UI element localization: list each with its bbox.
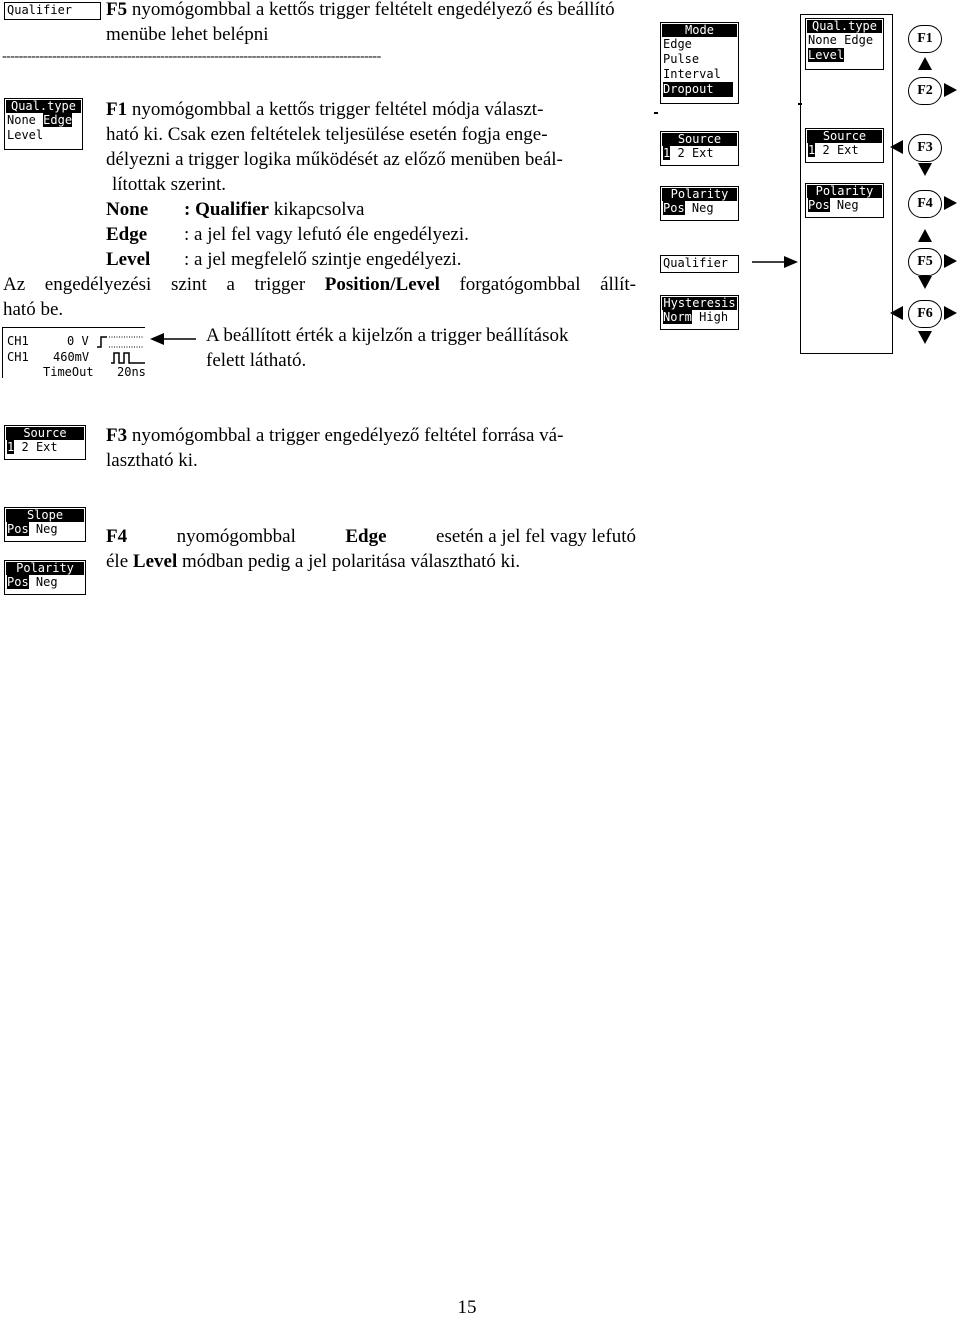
mode-header: Mode [662,24,737,37]
f3-source-1: 1 [7,440,15,454]
setting-c: forgatógombbal állít- [439,274,636,295]
f3-line1-text: nyomógombbal a trigger engedélyező feltétel forrása vá- [131,425,564,446]
right-qualtype-edge: Edge [844,33,874,47]
up-arrow-icon [918,57,932,70]
qualtype-lcd [4,98,83,150]
right-triangle-icon [944,196,957,210]
f5-description [106,0,646,47]
f4-line2-c: módban pedig a jel polaritása választható ki. [177,551,521,572]
right-qualtype-header: Qual.type [807,20,882,33]
f4-line1-a: nyomógombbal [176,526,296,547]
right-qualtype-none: None [808,33,837,47]
left-polarity-lcd [660,186,739,221]
f1-line4: lítottak szerint. [112,174,226,195]
setting-line2: ható be. [3,299,64,320]
f6-button[interactable]: F6 [908,300,942,328]
slope-header: Slope [6,509,84,522]
left-polarity-pos: Pos [663,201,685,215]
f4-line1 [106,524,636,549]
none-bold: Qualifier [195,199,269,220]
setting-paragraph [3,272,636,322]
right-triangle-icon [944,306,957,320]
f4-paragraph [106,524,636,574]
slope-pos: Pos [7,522,29,536]
slope-lcd [4,507,86,542]
right-polarity-neg: Neg [836,198,859,212]
pulse-waveform-icon [97,335,145,349]
right-source-lcd [805,128,884,163]
f4-polarity-neg: Neg [35,575,58,589]
status-ch1-b: CH1 [7,350,29,364]
hysteresis-lcd [660,295,739,330]
qualtype-level: Level [7,128,44,142]
none-definition [106,197,636,222]
f1-line1 [106,97,636,122]
left-source-1: 1 [663,146,671,160]
right-triangle-icon [944,83,957,97]
level-text: : a jel megfelelő szintje engedélyezi. [184,249,462,270]
down-arrow-icon [918,163,932,176]
f3-line1 [106,423,636,448]
level-label: Level [106,249,151,270]
square-wave-icon [111,351,147,365]
edge-label: Edge [106,224,148,245]
right-arrow-icon [752,254,798,270]
left-source-2: 2 [677,146,685,160]
f3-source-ext: Ext [35,440,58,454]
page-number: 15 [457,1297,477,1318]
left-triangle-icon [890,140,903,154]
setting-line1 [3,272,636,297]
qualifier-lcd [4,2,101,20]
left-source-lcd [660,131,739,166]
none-sep: : [184,199,196,220]
f3-button[interactable]: F3 [908,134,942,162]
f1-paragraph [106,97,636,272]
left-polarity-header: Polarity [662,188,737,201]
none-label: None [106,199,149,220]
qualtype-header: Qual.type [6,100,81,113]
f4-button[interactable]: F4 [908,190,942,218]
up-arrow-icon [918,229,932,242]
status-lcd [2,327,145,378]
mode-edge: Edge [663,37,692,51]
right-polarity-lcd [805,183,884,218]
f2-button[interactable]: F2 [908,77,942,105]
f3-key: F3 [106,425,128,446]
f4-line2 [106,549,636,574]
edge-definition [106,222,636,247]
right-triangle-icon [944,254,957,268]
mode-interval: Interval [663,67,721,81]
left-triangle-icon [890,306,903,320]
status-val-b: 460mV [53,350,90,364]
f4-polarity-header: Polarity [6,562,84,575]
f4-line1-c: esetén a jel fel vagy lefutó [436,526,636,547]
mode-lcd [660,22,739,104]
left-source-header: Source [662,133,737,146]
right-qualtype-lcd [805,18,884,70]
f5-button[interactable]: F5 [908,248,942,276]
down-arrow-icon [918,331,932,344]
hysteresis-norm: Norm [663,310,692,324]
right-source-1: 1 [808,143,816,157]
status-ch1-a: CH1 [7,334,29,348]
status-timeout: TimeOut [43,365,94,379]
f3-source-lcd [4,425,86,460]
level-definition [106,247,636,272]
qualifier-menu-lcd [660,255,739,273]
status-caption-line1: A beállított érték a kijelzőn a trigger beállítások [206,325,569,346]
slope-neg: Neg [35,522,58,536]
hysteresis-header: Hysteresis [663,296,736,310]
status-time: 20ns [117,365,146,379]
f5-key: F5 [106,0,128,20]
hysteresis-high: High [699,310,729,324]
setting-a: Az engedélyezési szint a trigger [3,274,325,295]
right-polarity-pos: Pos [808,198,830,212]
f1-key: F1 [106,99,128,120]
f4-line2-a: éle [106,551,133,572]
none-text: kikapcsolva [268,199,365,220]
f4-line2-level: Level [132,551,178,572]
left-arrow-icon [150,331,196,347]
dashed-separator: ------------------------------------------------------------------------------------------- [2,50,381,64]
f4-polarity-lcd [4,560,86,595]
mode-pulse: Pulse [663,52,700,66]
f4-line1-edge: Edge [345,526,387,547]
right-qualtype-level: Level [808,48,845,62]
qualifier-label: Qualifier [7,3,73,17]
down-arrow-icon [918,276,932,289]
status-caption [206,323,646,373]
right-source-header: Source [807,130,882,143]
left-source-ext: Ext [691,146,714,160]
f3-line2: lasztható ki. [106,450,198,471]
position-level-knob: Position/Level [324,274,440,295]
f3-source-header: Source [6,427,84,440]
qualtype-edge: Edge [43,113,73,127]
left-polarity-neg: Neg [691,201,714,215]
edge-text: : a jel fel vagy lefutó éle engedélyezi. [184,224,469,245]
f4-key: F4 [106,526,128,547]
f1-line3: délyezni a trigger logika működését az előző menüben beál- [106,149,563,170]
right-polarity-header: Polarity [807,185,882,198]
qualifier-menu-label: Qualifier [663,256,729,270]
status-caption-line2: felett látható. [206,350,307,371]
f4-polarity-pos: Pos [7,575,29,589]
f3-paragraph [106,423,636,473]
f3-source-2: 2 [21,440,29,454]
f5-text: nyomógombbal a kettős trigger feltételt engedélyező és beállító menübe lehet belépni [106,0,615,45]
f1-line2: ható ki. Csak ezen feltételek teljesülése esetén fogja enge- [106,124,548,145]
right-source-ext: Ext [836,143,859,157]
f1-line1-text: nyomógombbal a kettős trigger feltétel módja választ- [131,99,544,120]
qualtype-none: None [7,113,36,127]
mode-dropout: Dropout [663,82,733,97]
right-source-2: 2 [822,143,830,157]
status-val-a: 0 V [67,334,89,348]
f1-button[interactable]: F1 [908,25,942,53]
dash-mark-a [654,112,658,114]
